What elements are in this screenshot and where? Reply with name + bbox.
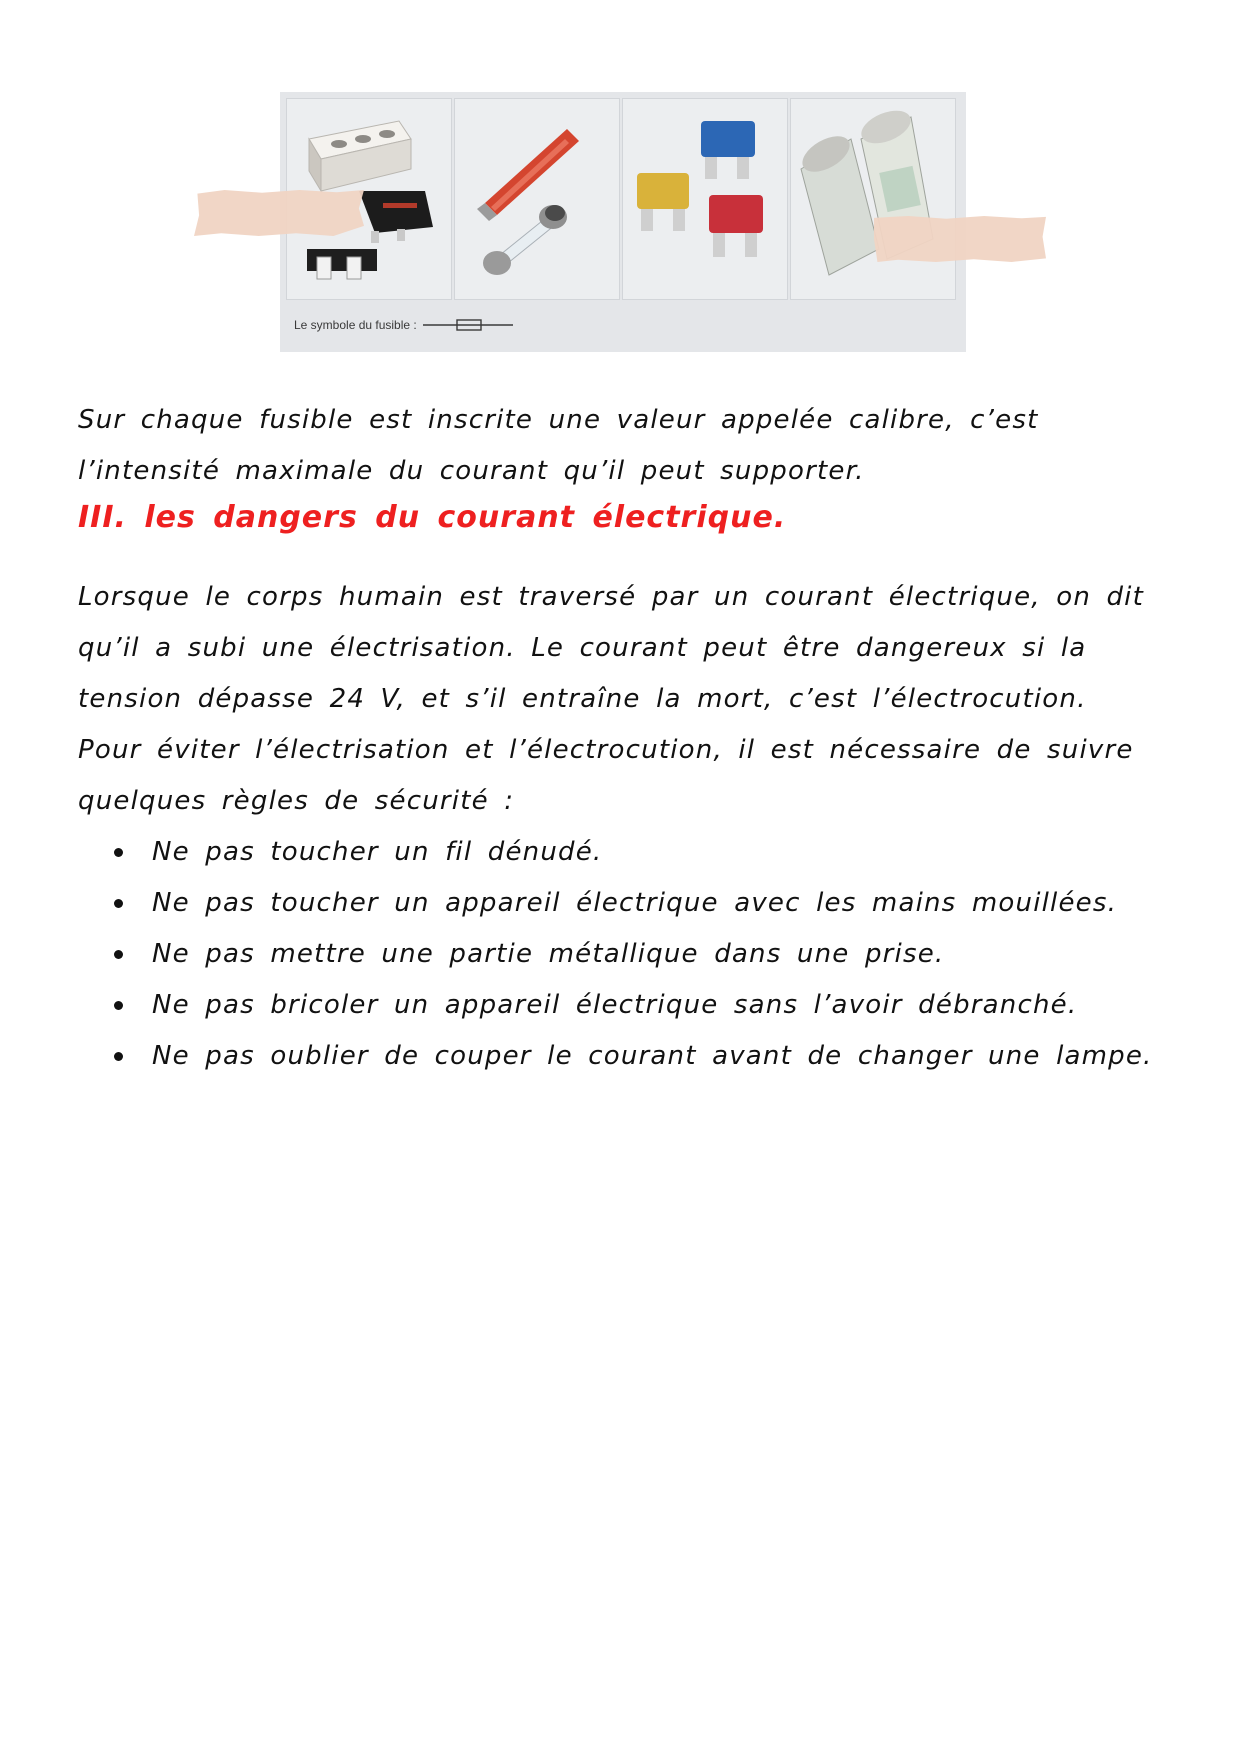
bullet-icon	[114, 950, 123, 959]
bullet-icon	[114, 1052, 123, 1061]
list-item	[78, 980, 1153, 1031]
small-connector-fuse-image	[307, 249, 377, 279]
rule-text: Ne pas toucher un fil dénudé.	[152, 837, 603, 867]
section-heading: III. les dangers du courant électrique.	[78, 500, 787, 535]
bullet-icon	[114, 899, 123, 908]
fuse-panel-cylindrical	[790, 98, 956, 300]
calibre-paragraph: Sur chaque fusible est inscrite une valeur appelée calibre, c’est l’intensité maximale du courant qu’il peut supporter.	[78, 405, 1039, 486]
safety-intro-paragraph: Pour éviter l’électrisation et l’électrocution, il est nécessaire de suivre quelques règles de sécurité :	[78, 735, 1134, 816]
fuse-panel-cartridge	[454, 98, 620, 300]
rule-text: Ne pas bricoler un appareil électrique sans l’avoir débranché.	[152, 990, 1078, 1020]
fuse-symbol-caption	[294, 318, 513, 332]
rule-text: Ne pas oublier de couper le courant avant de changer une lampe.	[152, 1041, 1153, 1071]
black-plug-fuse-image	[359, 191, 433, 243]
list-item	[78, 1031, 1153, 1082]
tape-strip-right	[874, 216, 1046, 262]
tape-strip-left	[194, 190, 364, 236]
yellow-blade-fuse-image	[637, 173, 689, 231]
bullet-icon	[114, 1001, 123, 1010]
fuse-types-photo	[280, 92, 966, 352]
list-item	[78, 878, 1153, 929]
red-blade-fuse-image	[709, 195, 763, 257]
list-item	[78, 827, 1153, 878]
bullet-icon	[114, 848, 123, 857]
electrisation-paragraph: Lorsque le corps humain est traversé par un courant électrique, on dit qu’il a subi une électrisation. Le courant peut être dangereux si la tension dépasse 24 V, et s’il entraîne la mort, c’est l’électrocution.	[78, 582, 1144, 714]
fuse-panel-blade	[622, 98, 788, 300]
rule-text: Ne pas toucher un appareil électrique avec les mains mouillées.	[152, 888, 1118, 918]
ceramic-fuse-image	[309, 121, 411, 191]
safety-rules-list	[78, 827, 1153, 1082]
fuse-symbol-icon	[423, 318, 513, 332]
red-cartridge-fuse-image	[477, 129, 579, 221]
rule-text: Ne pas mettre une partie métallique dans une prise.	[152, 939, 945, 969]
blue-blade-fuse-image	[701, 121, 755, 179]
fuse-symbol-label: Le symbole du fusible :	[294, 318, 417, 332]
list-item	[78, 929, 1153, 980]
